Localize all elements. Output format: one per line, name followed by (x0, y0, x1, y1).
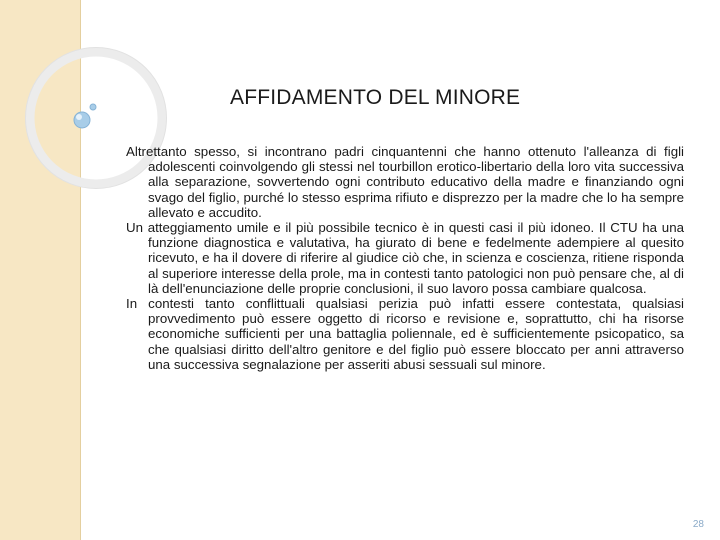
paragraph-1: Altrettanto spesso, si incontrano padri cinquantenni che hanno ottenuto l'alleanza di figli adolescenti coinvolgendo gli stessi nel tourbillon erotico-libertario della loro vita successiva alla separazione, sovvertendo ogni contributo educativo della madre e finanziando ogni svago del figlio, purché lo stesso esprima rifiuto e disprezzo per la madre che lo ha sempre allevato e accudito. (126, 144, 684, 220)
slide-title: AFFIDAMENTO DEL MINORE (230, 86, 521, 109)
slide-body (126, 144, 684, 372)
decorative-bubble-highlight (76, 114, 82, 120)
page-number: 28 (692, 519, 704, 530)
decorative-bubble-large (74, 112, 90, 128)
decorative-bubble-small (90, 104, 96, 110)
paragraph-3: In contesti tanto conflittuali qualsiasi perizia può infatti essere contestata, qualsiasi provvedimento può essere oggetto di ricorso e revisione e, soprattutto, chi ha risorse economiche sufficienti per una battaglia poliennale, ed è sufficientemente psicopatico, sa che qualsiasi diritto dell'altro genitore e del figlio può essere bloccato per anni attraverso una successiva segnalazione per asseriti abusi sessuali sul minore. (126, 296, 684, 372)
paragraph-2: Un atteggiamento umile e il più possibile tecnico è in questi casi il più idoneo. Il CTU ha una funzione diagnostica e valutativa, ha giurato di bene e fedelmente adempiere al quesito ricevuto, e ha il dovere di riferire al giudice ciò che, in scienza e coscienza, ritiene risponda al superiore interesse della prole, ma in contesti tanto patologici non può pensare che, al di là dell'enunciazione delle proprie conclusioni, il suo lavoro possa cambiare qualcosa. (126, 220, 684, 296)
